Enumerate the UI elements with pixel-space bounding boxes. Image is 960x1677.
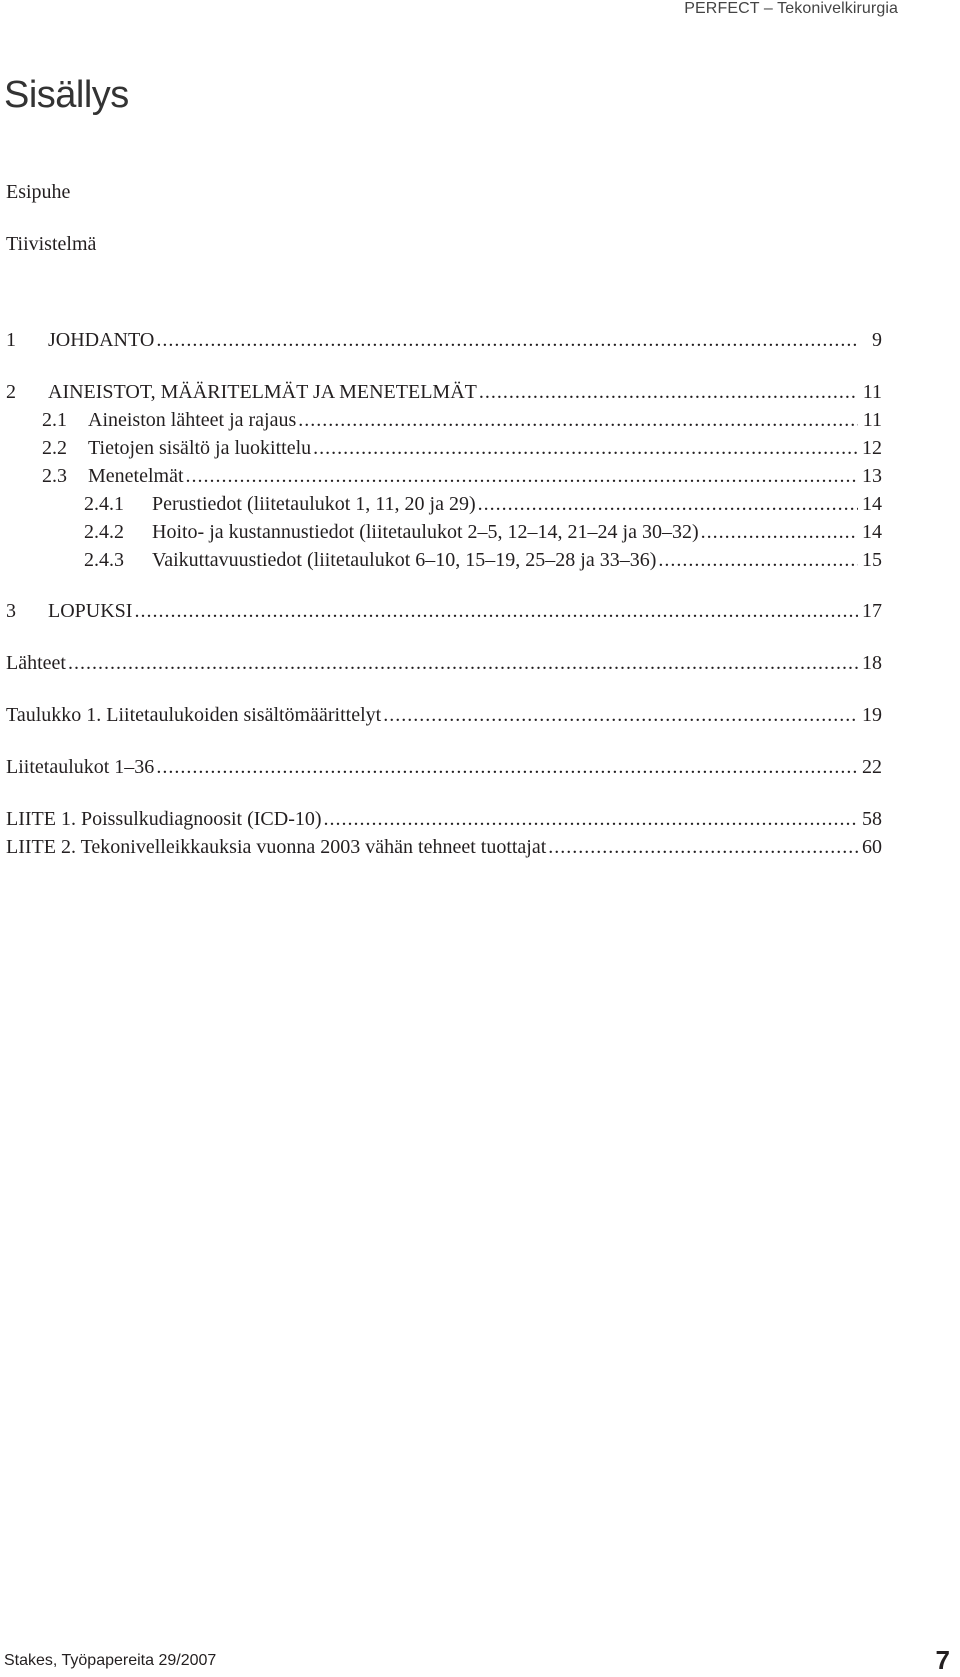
dot-leader: [701, 521, 858, 544]
toc-entry-page: 17: [862, 600, 882, 622]
toc-entry-page: 12: [862, 437, 882, 459]
toc-entry-2-1[interactable]: [6, 409, 882, 437]
toc-entry-title: Perustiedot (liitetaulukot 1, 11, 20 ja 29): [152, 493, 476, 515]
toc-entry-page: 22: [862, 756, 882, 778]
dot-leader: [156, 329, 858, 352]
toc-entry-2-4-1[interactable]: [6, 493, 882, 521]
page-title: Sisällys: [4, 74, 129, 116]
toc-entry-number: 2.3: [42, 465, 67, 487]
toc-entry-title: Liitetaulukot 1–36: [6, 756, 155, 778]
toc-entry-title: Hoito- ja kustannustiedot (liitetaulukot 2–5, 12–14, 21–24 ja 30–32): [152, 521, 699, 543]
toc-entry-page: 18: [862, 652, 882, 674]
toc-entry-liite-2[interactable]: [6, 836, 882, 864]
dot-leader: [313, 437, 858, 460]
toc-entry-number: 2.1: [42, 409, 67, 431]
toc-front-matter-tiivistelma[interactable]: Tiivistelmä: [6, 233, 97, 255]
toc-entry-johdanto[interactable]: [6, 329, 882, 357]
toc-entry-title: JOHDANTO: [48, 329, 155, 351]
toc-entry-title: Tietojen sisältö ja luokittelu: [88, 437, 312, 459]
toc-entry-2-4-2[interactable]: [6, 521, 882, 549]
toc-entry-page: 13: [862, 465, 882, 487]
dot-leader: [548, 836, 858, 859]
toc-entry-lopuksi[interactable]: [6, 600, 882, 628]
toc-entry-number: 2: [6, 381, 16, 403]
toc-entry-page: 14: [862, 521, 882, 543]
toc-entry-page: 60: [862, 836, 882, 858]
toc-entry-page: 19: [862, 704, 882, 726]
toc-front-matter-esipuhe[interactable]: Esipuhe: [6, 181, 71, 203]
toc-entry-number: 2.4.2: [84, 521, 124, 543]
toc-entry-number: 2.4.3: [84, 549, 124, 571]
toc-entry-page: 9: [872, 329, 882, 351]
toc-entry-title: LIITE 2. Tekonivelleikkauksia vuonna 2003 vähän tehneet tuottajat: [6, 836, 547, 858]
dot-leader: [68, 652, 858, 675]
toc-entry-2-3[interactable]: [6, 465, 882, 493]
toc-entry-taulukko-1[interactable]: [6, 704, 882, 732]
toc-entry-title: LIITE 1. Poissulkudiagnoosit (ICD-10): [6, 808, 322, 830]
toc-entry-page: 11: [862, 409, 882, 431]
toc-entry-number: 1: [6, 329, 16, 351]
dot-leader: [156, 756, 858, 779]
toc-entry-number: 2.4.1: [84, 493, 124, 515]
toc-entry-title: Lähteet: [6, 652, 66, 674]
toc-entry-liitetaulukot[interactable]: [6, 756, 882, 784]
dot-leader: [479, 381, 858, 404]
toc-entry-aineistot[interactable]: [6, 381, 882, 409]
footer-page-number: 7: [935, 1645, 950, 1675]
toc-entry-page: 11: [862, 381, 882, 403]
dot-leader: [478, 493, 858, 516]
toc-entry-number: 3: [6, 600, 16, 622]
dot-leader: [658, 549, 858, 572]
footer-publication: Stakes, Työpapereita 29/2007: [4, 1652, 217, 1669]
toc-entry-title: LOPUKSI: [48, 600, 133, 622]
toc-entry-lahteet[interactable]: [6, 652, 882, 680]
toc-entry-page: 14: [862, 493, 882, 515]
toc-entry-page: 58: [862, 808, 882, 830]
toc-entry-2-2[interactable]: [6, 437, 882, 465]
dot-leader: [298, 409, 858, 432]
toc-entry-page: 15: [862, 549, 882, 571]
toc-entry-number: 2.2: [42, 437, 67, 459]
toc-entry-title: Aineiston lähteet ja rajaus: [88, 409, 297, 431]
toc-entry-liite-1[interactable]: [6, 808, 882, 836]
dot-leader: [186, 465, 858, 488]
toc-entry-2-4-3[interactable]: [6, 549, 882, 577]
dot-leader: [324, 808, 858, 831]
toc-entry-title: AINEISTOT, MÄÄRITELMÄT JA MENETELMÄT: [48, 381, 477, 403]
toc-entry-title: Taulukko 1. Liitetaulukoiden sisältömäärittelyt: [6, 704, 382, 726]
dot-leader: [134, 600, 858, 623]
dot-leader: [383, 704, 858, 727]
running-header: PERFECT – Tekonivelkirurgia: [684, 0, 898, 17]
toc-entry-title: Menetelmät: [88, 465, 184, 487]
toc-entry-title: Vaikuttavuustiedot (liitetaulukot 6–10, 15–19, 25–28 ja 33–36): [152, 549, 657, 571]
